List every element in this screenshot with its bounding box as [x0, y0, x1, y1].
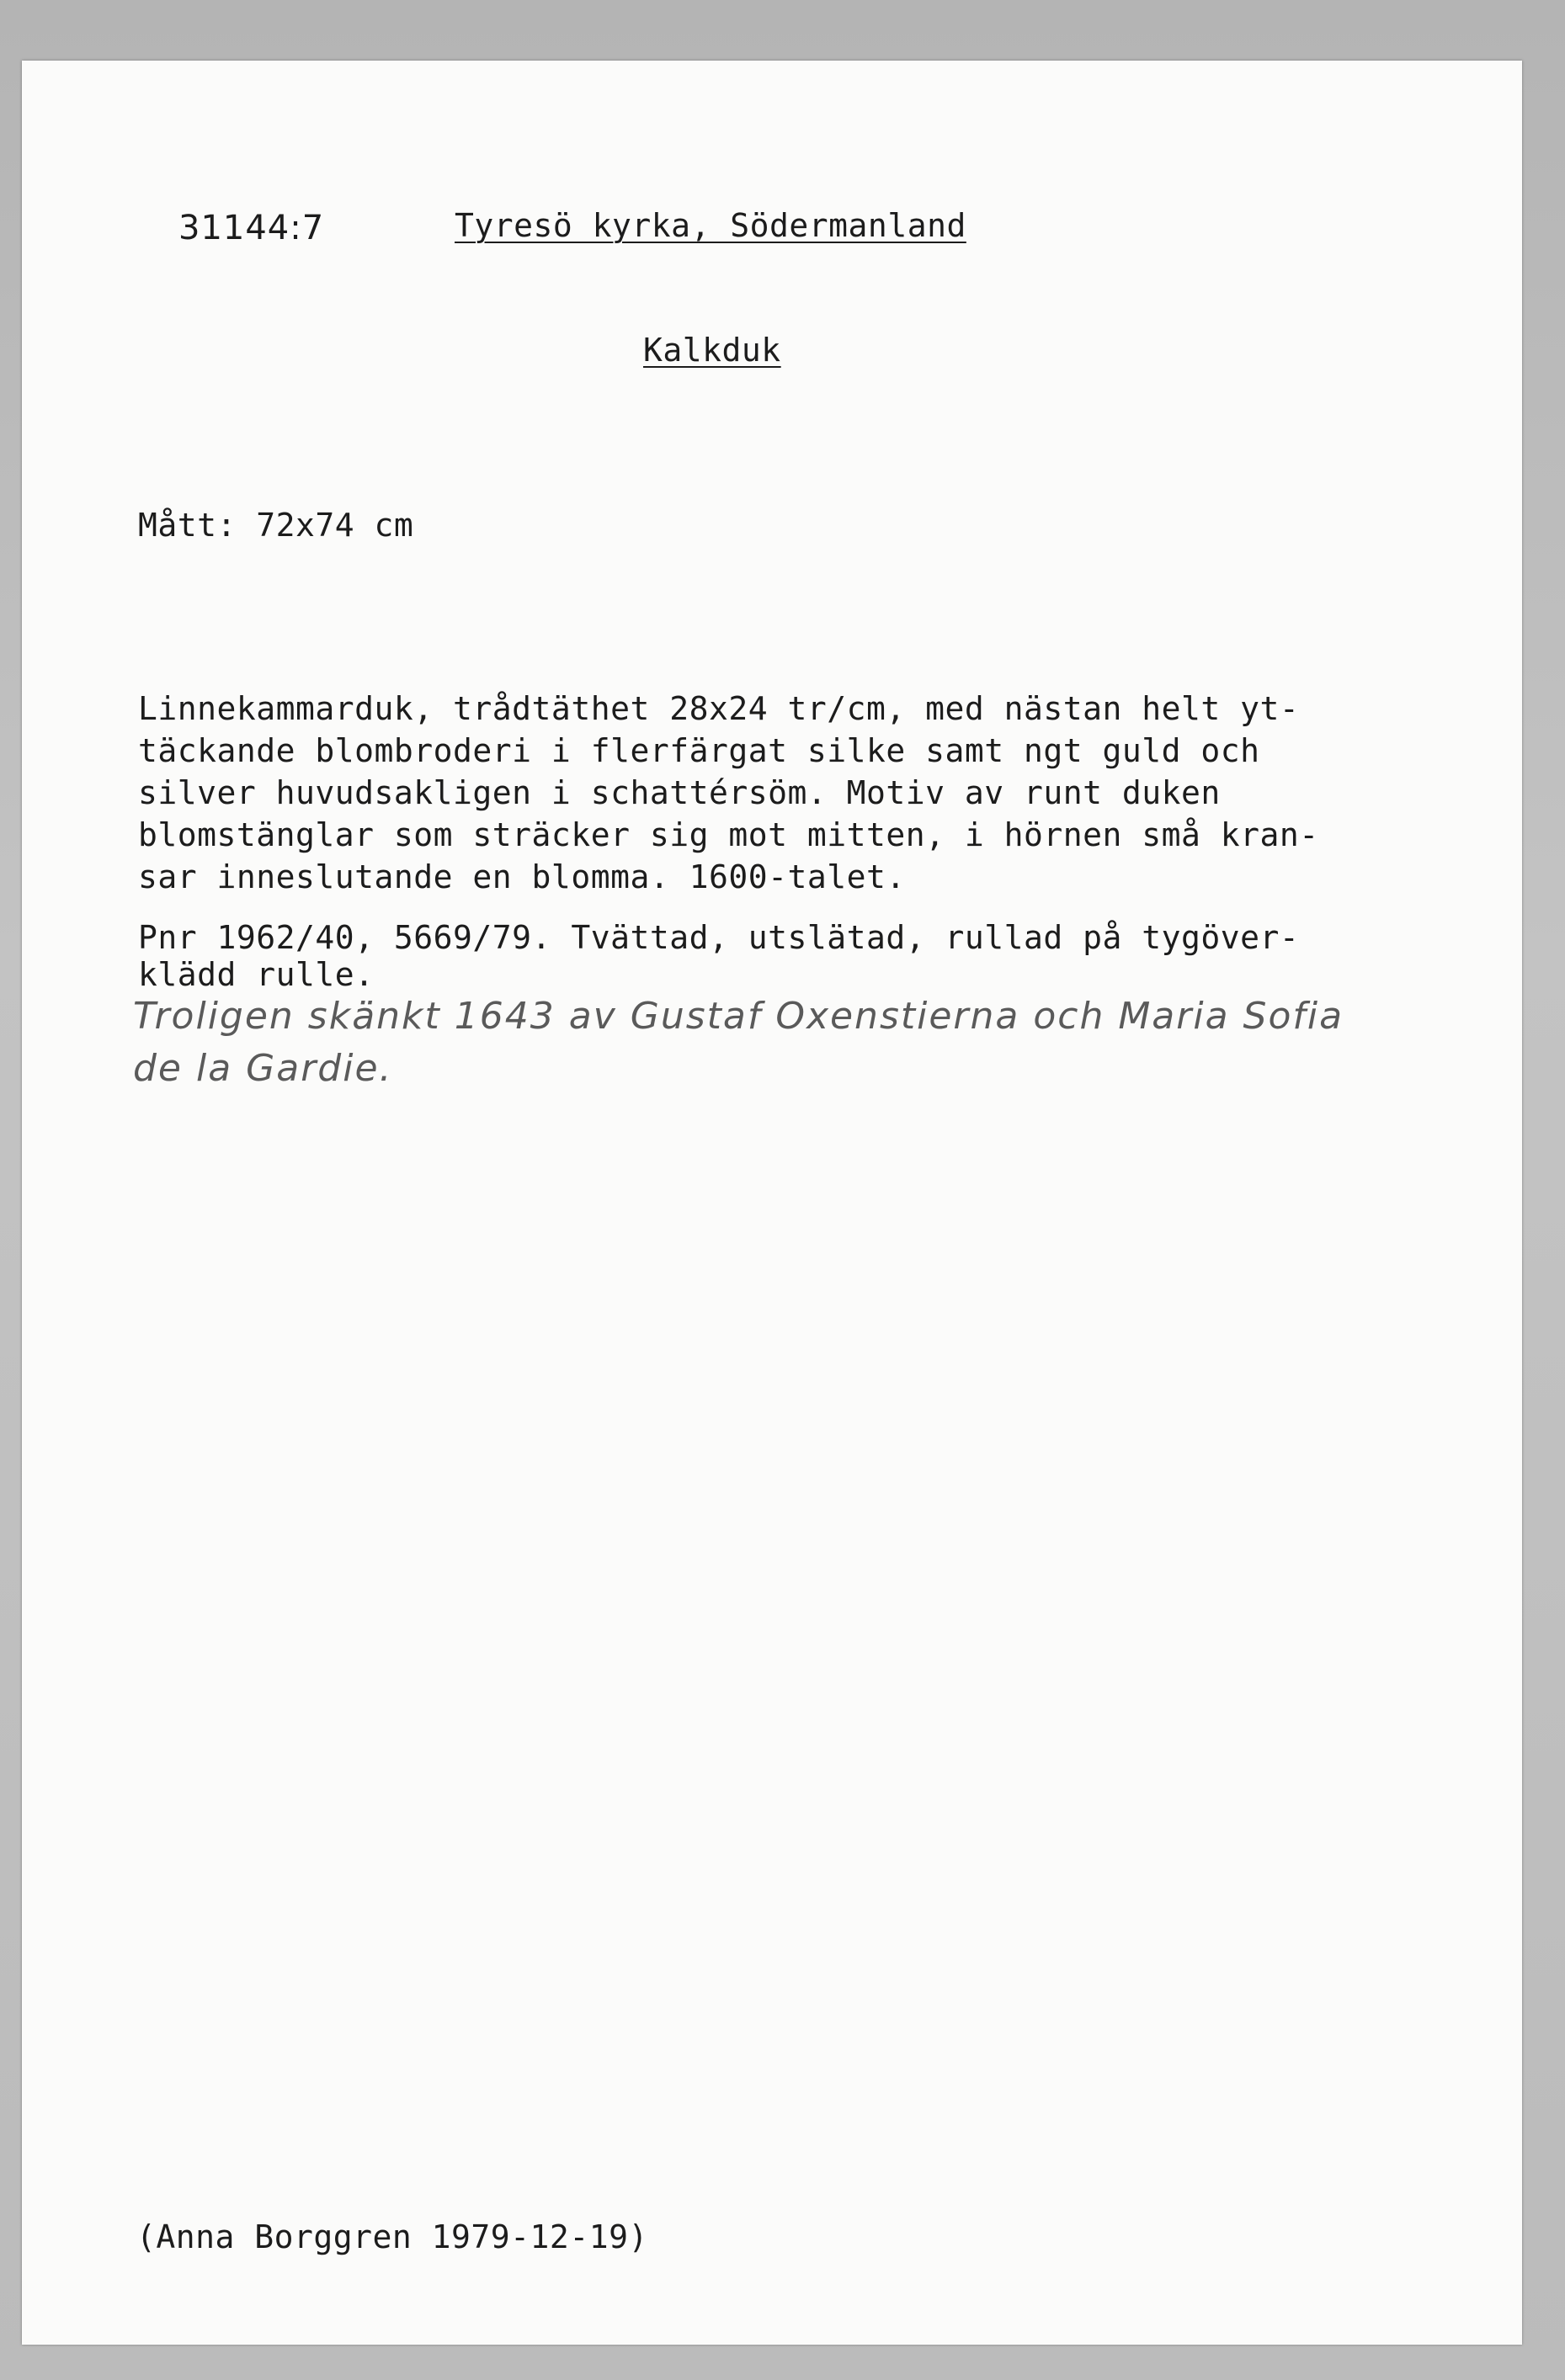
description-line: Linnekammarduk, trådtäthet 28x24 tr/cm, med nästan helt yt-	[138, 690, 1300, 727]
description-line: täckande blombroderi i flerfärgat silke samt ngt guld och	[138, 732, 1260, 769]
accession-number: 31144:7	[178, 209, 325, 247]
measurements: Mått: 72x74 cm	[138, 507, 414, 544]
location-heading: Tyresö kyrka, Södermanland	[455, 207, 966, 244]
conservation-line: Pnr 1962/40, 5669/79. Tvättad, utslätad, rullad på tygöver-	[138, 919, 1300, 956]
handwritten-note-line: de la Gardie.	[133, 1047, 393, 1090]
catalog-card	[22, 61, 1522, 2345]
conservation-line: klädd rulle.	[138, 956, 375, 993]
description-line: silver huvudsakligen i schattérsöm. Motiv av runt duken	[138, 774, 1221, 811]
author-signature: (Anna Borggren 1979-12-19)	[136, 2218, 648, 2255]
handwritten-note-line: Troligen skänkt 1643 av Gustaf Oxenstierna och Maria Sofia	[133, 995, 1344, 1038]
object-type-heading: Kalkduk	[643, 332, 781, 369]
description-line: blomstänglar som sträcker sig mot mitten, i hörnen små kran-	[138, 816, 1319, 853]
description-line: sar inneslutande en blomma. 1600-talet.	[138, 858, 906, 895]
